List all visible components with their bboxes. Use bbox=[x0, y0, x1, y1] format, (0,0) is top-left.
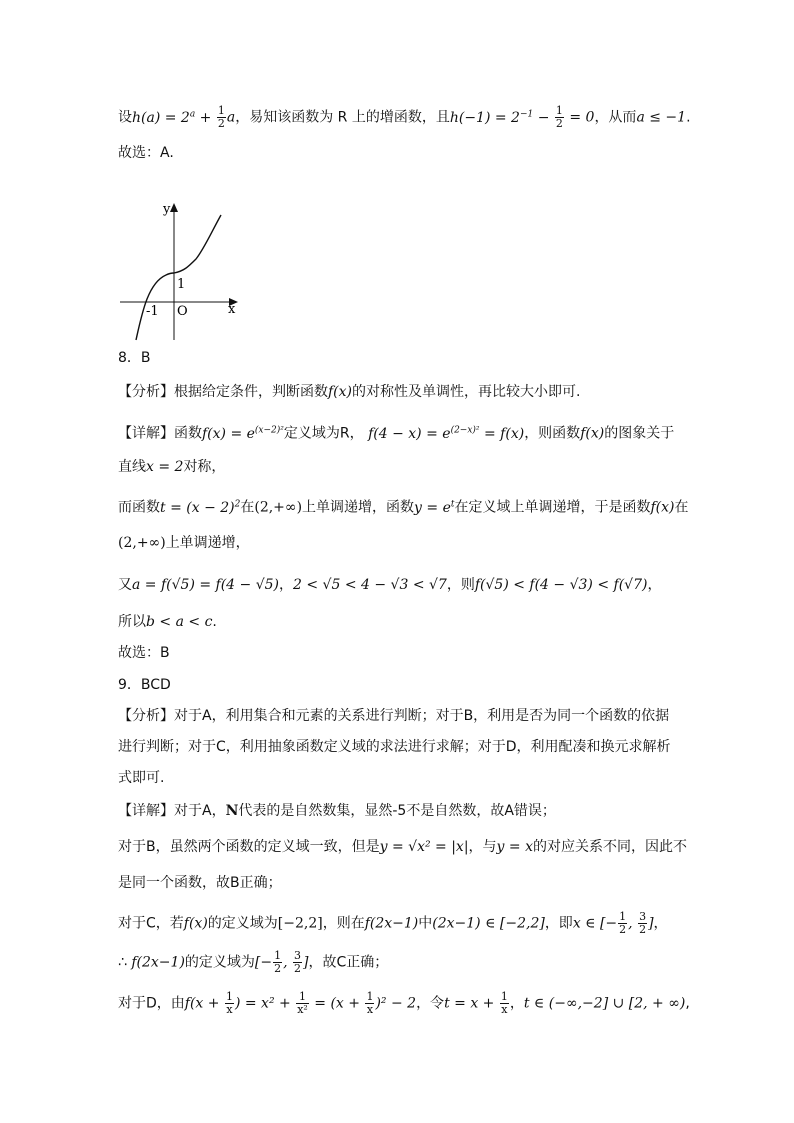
q9-analysis-l2: 进行判断；对于C，利用抽象函数定义域的求法进行求解；对于D，利用配凑和换元求解析 bbox=[118, 739, 671, 755]
q8-analysis: 【分析】根据给定条件，判断函数f(x)的对称性及单调性，再比较大小即可. bbox=[118, 384, 581, 400]
fraction-one-half: $\frac{1}{2}$ bbox=[217, 104, 225, 131]
q9-analysis-l3: 式即可. bbox=[118, 770, 165, 786]
q8-detail-line4: (2,+∞)上单调递增， bbox=[118, 535, 250, 551]
function-graph bbox=[118, 195, 243, 345]
y-intercept-label: 1 bbox=[177, 277, 186, 292]
text: 设 bbox=[118, 109, 132, 126]
q9-detail-c1: 对于C，若f(x)的定义域为[−2,2]，则在f(2x−1)中(2x−1) ∈ [−2,2]，即x ∈ [− $\frac{1}{2}$ , $\frac{3}{2}$ ]， bbox=[118, 910, 668, 936]
q9-detail-b2: 是同一个函数，故B正确； bbox=[118, 875, 282, 891]
root-label: -1 bbox=[146, 304, 159, 319]
origin-label: O bbox=[177, 304, 188, 319]
q9-detail-b1: 对于B，虽然两个函数的定义域一致，但是y = √x² = |x|，与y = x的对应关系不同，因此不 bbox=[118, 839, 687, 855]
text: . bbox=[686, 109, 691, 126]
math-a: a bbox=[226, 109, 236, 126]
fraction-one-half: $\frac{1}{2}$ bbox=[555, 104, 563, 131]
q8-detail-line3: 而函数$t = (x - 2)^2$在(2,+∞)上单调递增，函数$y = e^t$在定义域上单调递增，于是函数f(x)在 bbox=[118, 499, 689, 516]
q8-detail-line5: 又a = f(√5) = f(4 − √5)，2 < √5 < 4 − √3 < √7，则f(√5) < f(4 − √3) < f(√7)， bbox=[118, 577, 662, 593]
x-axis-label: x bbox=[228, 302, 236, 317]
answer-q7: 故选：A. bbox=[118, 145, 174, 161]
text: ，从而 bbox=[594, 109, 637, 126]
math-ineq: a ≤ −1 bbox=[636, 109, 687, 126]
q9-detail-d: 对于D，由f(x + $\frac{1}{x}$ ) = x² + $\frac{1}{\text{x²}}$ = (x + $\frac{1}{x}$ )² − 2，令t = x + $\frac{1}{x}$ ，t ∈ (−∞,−2] ∪ [2, + ∞), bbox=[118, 990, 690, 1016]
q8-detail-line6: 所以b < a < c. bbox=[118, 614, 217, 630]
math-h-neg1: $h(-1) = 2^{-1}$ − bbox=[449, 109, 554, 126]
q8-detail-line1: 【详解】函数$f(x) = e^{(x-2)^2}$定义域为R， $f(4 - x) = e^{(2-x)^2} = f(x)$，则函数f(x)的图象关于 bbox=[118, 425, 675, 442]
question-9-head: 9．BCD bbox=[118, 677, 171, 693]
math-eq0: = 0 bbox=[564, 109, 595, 126]
q8-detail-line2: 直线x = 2对称， bbox=[118, 459, 226, 475]
math-h-def: $h(a) = 2^a$ + bbox=[132, 109, 216, 126]
question-8-head: 8．B bbox=[118, 350, 151, 366]
answer-q8: 故选：B bbox=[118, 645, 170, 661]
y-axis-arrow-icon bbox=[170, 203, 178, 212]
q9-analysis-l1: 【分析】对于A，利用集合和元素的关系进行判断；对于B，利用是否为同一个函数的依据 bbox=[118, 708, 670, 724]
solution-line-h-definition bbox=[118, 104, 691, 130]
q9-detail-a: 【详解】对于A，N代表的是自然数集，显然-5不是自然数，故A错误； bbox=[118, 803, 556, 819]
text: ，易知该函数为 R 上的增函数，且 bbox=[235, 109, 450, 126]
curve-right bbox=[174, 215, 221, 273]
y-axis-label: y bbox=[163, 202, 171, 217]
q9-detail-c2: ∴ f(2x−1)的定义域为[− $\frac{1}{2}$ , $\frac{3}{2}$ ]，故C正确； bbox=[118, 949, 389, 975]
